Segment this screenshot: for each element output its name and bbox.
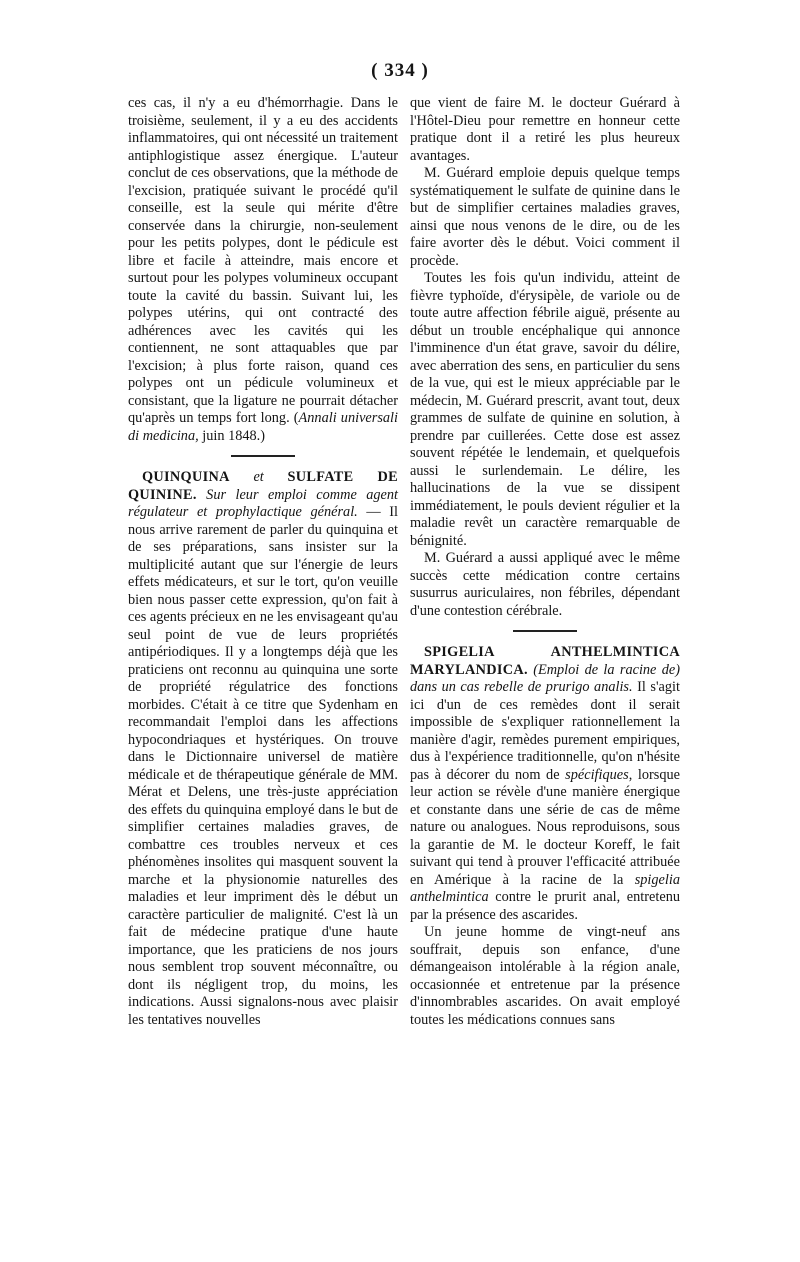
paragraph-fever-treatment: Toutes les fois qu'un individu, atteint de fièvre typhoïde, d'érysipèle, de variole ou de toute autre affection fébrile aiguë, présente au début un trouble encéphalique qui annonce l'imminence d'un état grave, savoir du délire, avec aberration des sens, en particulier du sens de la vue, qui est le mieux appréciable par le médecin, M. Guérard prescrit, avant tout, deux grammes de sulfate de quinine en solution, à prendre par cuillerées. Cette dose est assez souvent répétée le lendemain, et quelquefois aussi le surlendemain. Le délire, les hallucinations de la vue se dissipent immédiatement, le pouls devient régulier et la maladie revêt un caractère remarquable de bénignité.: [410, 270, 680, 549]
paragraph-text-cont: , lorsque leur action se révèle d'une manière énergique et constante dans une série de cas de même nature ou analogues. Nous reproduisons, sous la garantie de M. le docteur Koreff, le fait suivant qui tend à prouver l'efficacité attribuée en Amérique à la racine de la: [410, 766, 680, 888]
article-heading: QUINQUINA: [142, 469, 230, 485]
article-heading-cont: SULFATE DE QUININE.: [128, 469, 398, 503]
page-number: ( 334 ): [371, 60, 429, 81]
article-subtitle: Sur leur emploi comme agent régulateur et prophylactique général.: [128, 486, 398, 520]
citation-date: juin 1848.): [198, 427, 266, 444]
emphasis-specifiques: spécifiques: [565, 766, 629, 783]
right-column: [410, 95, 680, 1029]
section-divider: [513, 630, 577, 632]
section-divider: [231, 455, 295, 457]
article-subtitle: (Emploi de la racine de) dans un cas rebelle de prurigo analis.: [410, 661, 680, 695]
emphasis-plant-name: spigelia anthelmintica: [410, 871, 680, 905]
citation: Annali universali di medicina,: [128, 410, 398, 444]
heading-conjunction: et: [229, 469, 288, 485]
paragraph-susurrus: M. Guérard a aussi appliqué avec le même succès cette médication contre certains susurrus auriculaires, non fébriles, dépendant d'une contestion cérébrale.: [410, 550, 680, 619]
paragraph-text: Il s'agit ici d'un de ces remèdes dont il serait impossible de s'expliquer rationnellement la manière d'agir, remèdes purement empiriques, dus à l'expérience traditionnelle, qu'on n'hésite pas à décorer du nom de: [410, 679, 680, 783]
article-quinquina: [128, 469, 398, 1029]
paragraph-text-end: contre le prurit anal, entretenu par la présence des ascarides.: [410, 889, 680, 923]
article-spigelia: [410, 644, 680, 924]
paragraph-polyp-conclusion: [128, 95, 398, 445]
paragraph-text: — Il nous arrive rarement de parler du quinquina et de ses préparations, sans insister sur la multiplicité autant que sur l'énergie de leurs effets médicateurs, et sur le tort, qu'on veuille bien nous passer cette expression, qu'on fait à ces agents précieux en ne les envisageant qu'au seul point de vue de leurs propriétés antipériodiques. Il y a longtemps déjà que les praticiens ont reconnu au quinquina une sorte de propriété régulatrice des fonctions morbides. C'était à ce titre que Sydenham en recommandait l'emploi dans les affections hypocondriaques et hystériques. On trouve dans le Dictionnaire universel de matière médicale et de thérapeutique générale de MM. Mérat et Delens, une très-juste appréciation des effets du quinquina employé dans le but de simplifier certaines maladies graves, de combattre ces troubles nerveux et ces phénomènes insolites qui masquent souvent la marche et la physionomie naturelles des maladies et leur impriment dès le début un caractère particulier de malignité. C'est là un fait de médecine pratique d'une haute importance, que les praticiens de nos jours nous semblent trop souvent méconnaître, ou dont ils négligent trop, du moins, les indications. Aussi signalons-nous avec plaisir les tentatives nouvelles: [128, 504, 399, 1028]
paragraph-text: ces cas, il n'y a eu d'hémorrhagie. Dans le troisième, seulement, il y a eu des accidents inflammatoires, qui ont nécessité un traitement antiphlogistique assez énergique. L'auteur conclut de ces observations, que la méthode de l'excision, pratiquée suivant le procédé qu'il conseille, est la seule qui mérite d'être conservée dans la chirurgie, non-seulement pour les petits polypes, dont le pédicule est libre et facile à atteindre, mais encore et surtout pour les polypes volumineux occupant toute la cavité du bassin. Suivant lui, les polypes utérins, qui ont contracté des adhérences avec les cavités qui les contiennent, ne sont attaquables que par l'excision; à plus forte raison, quand ces polypes ont un pédicule volumineux et consistant, que la ligature ne pourrait détacher qu'après un temps fort long. (: [128, 95, 398, 426]
paragraph-case-report: Un jeune homme de vingt-neuf ans souffrait, depuis son enfance, d'une démangeaison intolérable à la région anale, occasionnée et entretenue par la présence d'innombrables ascarides. On avait employé toutes les médications connues sans: [410, 924, 680, 1028]
paragraph-guerard-method: M. Guérard emploie depuis quelque temps systématiquement le sulfate de quinine dans le but de simplifier certaines maladies graves, ainsi que nous venons de le dire, ou de les faire avorter dès le début. Voici comment il procède.: [410, 165, 680, 269]
article-heading: SPIGELIA ANTHELMINTICA MARYLANDICA.: [410, 644, 680, 678]
left-column: [128, 95, 398, 1029]
paragraph-guerard-intro: que vient de faire M. le docteur Guérard à l'Hôtel-Dieu pour remettre en honneur cette pratique dont il a retiré les plus heureux avantages.: [410, 95, 680, 164]
